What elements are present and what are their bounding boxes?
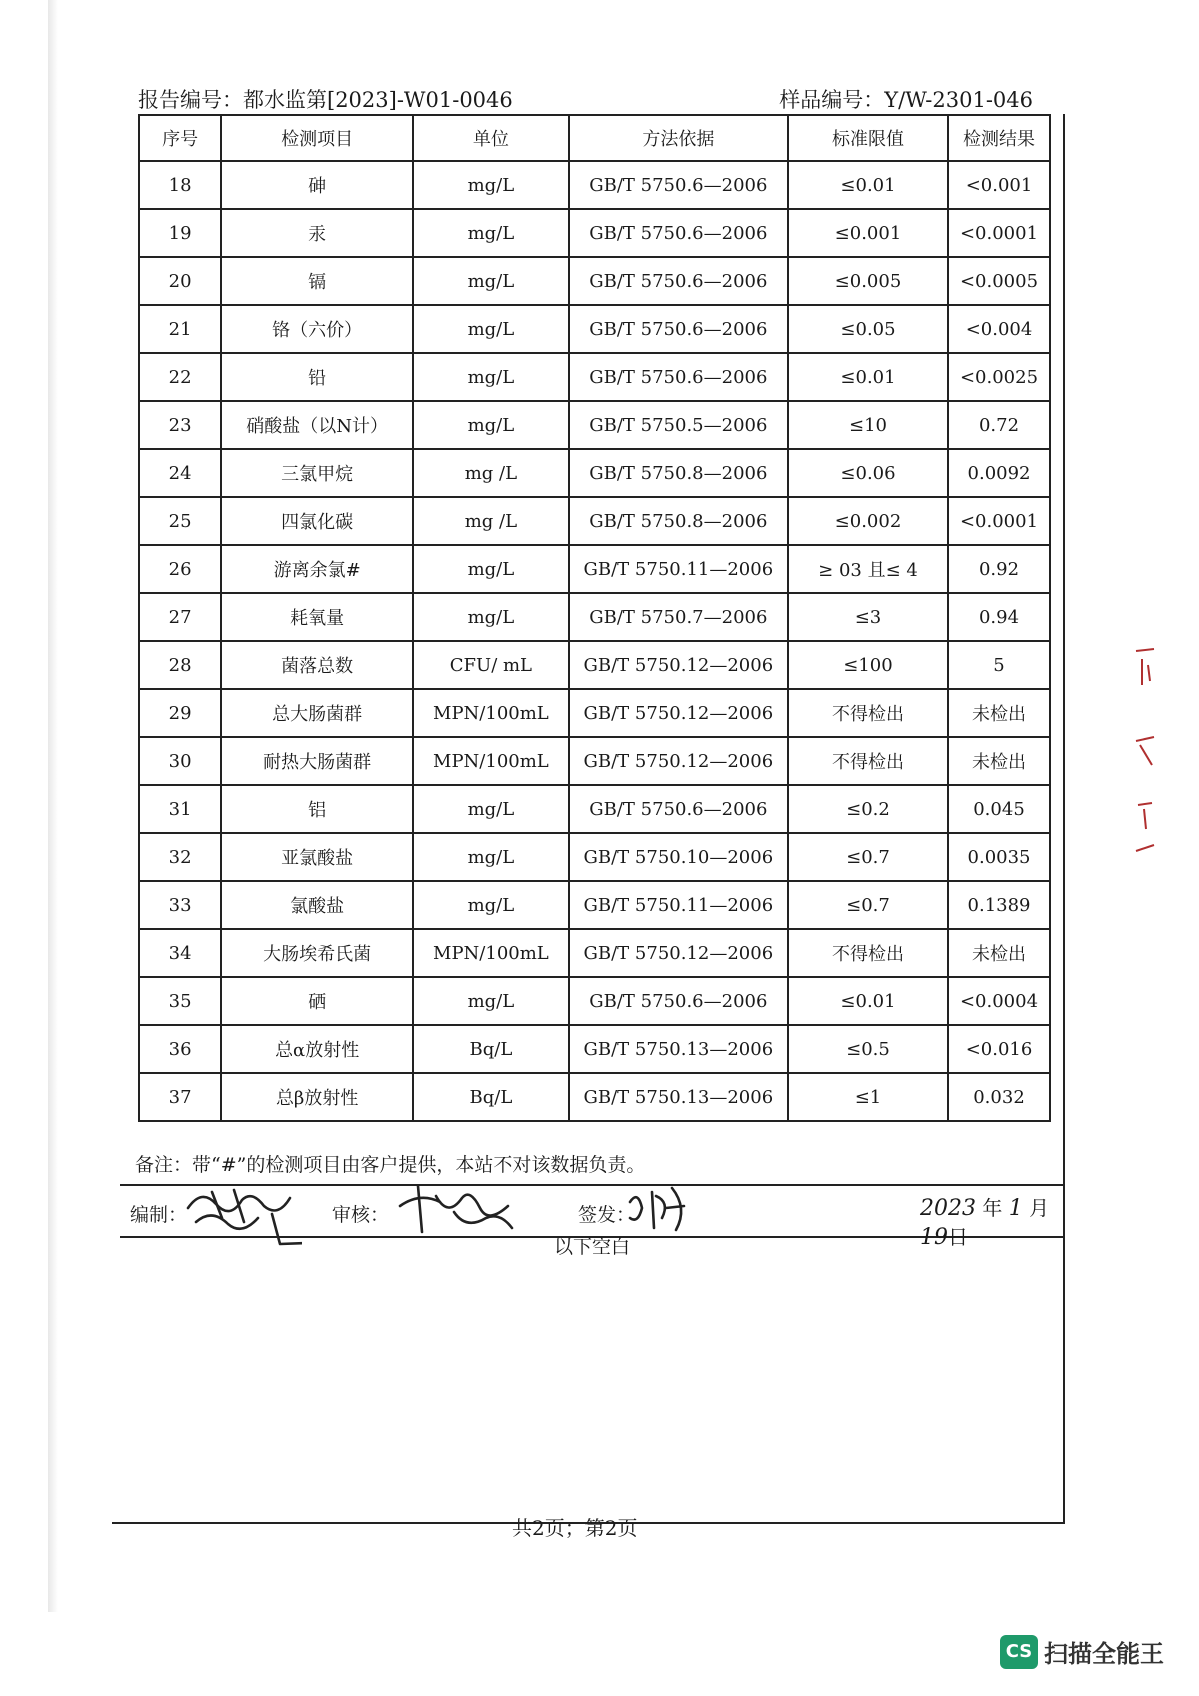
table-cell: 25 bbox=[139, 497, 221, 545]
table-cell: 硝酸盐（以N计） bbox=[221, 401, 413, 449]
table-row bbox=[139, 929, 1050, 977]
table-cell: ≤0.01 bbox=[788, 353, 948, 401]
seal-fragment bbox=[1132, 645, 1162, 865]
table-cell: <0.0001 bbox=[948, 209, 1050, 257]
blank-below-note: 以下空白 bbox=[554, 1236, 631, 1258]
table-row bbox=[139, 305, 1050, 353]
date-month: 1 bbox=[1008, 1196, 1023, 1221]
table-cell: MPN/100mL bbox=[413, 929, 569, 977]
table-cell: GB/T 5750.8—2006 bbox=[569, 497, 788, 545]
date-month-unit: 月 bbox=[1029, 1196, 1050, 1220]
date-day-unit: 日 bbox=[948, 1225, 968, 1249]
results-table bbox=[138, 114, 1051, 1122]
table-cell: 铬（六价） bbox=[221, 305, 413, 353]
column-header: 序号 bbox=[139, 115, 221, 161]
table-cell: 砷 bbox=[221, 161, 413, 209]
table-cell: mg /L bbox=[413, 497, 569, 545]
table-row bbox=[139, 1073, 1050, 1121]
table-cell: 32 bbox=[139, 833, 221, 881]
table-cell: ≤0.002 bbox=[788, 497, 948, 545]
date-year-unit: 年 bbox=[982, 1196, 1003, 1220]
table-cell: GB/T 5750.11—2006 bbox=[569, 881, 788, 929]
table-cell: 23 bbox=[139, 401, 221, 449]
table-cell: <0.0004 bbox=[948, 977, 1050, 1025]
table-cell: 26 bbox=[139, 545, 221, 593]
table-cell: 总β放射性 bbox=[221, 1073, 413, 1121]
table-cell: 22 bbox=[139, 353, 221, 401]
table-cell: 0.045 bbox=[948, 785, 1050, 833]
table-cell: 35 bbox=[139, 977, 221, 1025]
table-cell: ≤0.001 bbox=[788, 209, 948, 257]
table-cell: 0.1389 bbox=[948, 881, 1050, 929]
table-cell: ≤0.01 bbox=[788, 977, 948, 1025]
table-row bbox=[139, 353, 1050, 401]
page-counter: 共2页；第2页 bbox=[512, 1516, 638, 1540]
table-cell: ≤0.5 bbox=[788, 1025, 948, 1073]
table-cell: 0.94 bbox=[948, 593, 1050, 641]
table-row bbox=[139, 641, 1050, 689]
table-row bbox=[139, 161, 1050, 209]
table-cell: mg/L bbox=[413, 209, 569, 257]
scanner-app-name: 扫描全能王 bbox=[1044, 1640, 1164, 1668]
table-cell: 耗氧量 bbox=[221, 593, 413, 641]
table-cell: 不得检出 bbox=[788, 929, 948, 977]
table-cell: 5 bbox=[948, 641, 1050, 689]
table-cell: 0.92 bbox=[948, 545, 1050, 593]
table-cell: mg/L bbox=[413, 161, 569, 209]
table-cell: mg/L bbox=[413, 785, 569, 833]
table-cell: mg/L bbox=[413, 545, 569, 593]
table-row bbox=[139, 977, 1050, 1025]
table-cell: 菌落总数 bbox=[221, 641, 413, 689]
table-row bbox=[139, 545, 1050, 593]
table-cell: ≤0.7 bbox=[788, 833, 948, 881]
table-cell: 硒 bbox=[221, 977, 413, 1025]
table-cell: GB/T 5750.6—2006 bbox=[569, 257, 788, 305]
scanner-watermark bbox=[1000, 1634, 1164, 1669]
table-cell: 游离余氯# bbox=[221, 545, 413, 593]
table-row bbox=[139, 1025, 1050, 1073]
compiled-label: 编制： bbox=[130, 1204, 188, 1226]
table-cell: 36 bbox=[139, 1025, 221, 1073]
table-cell: mg/L bbox=[413, 881, 569, 929]
table-cell: GB/T 5750.6—2006 bbox=[569, 209, 788, 257]
table-cell: GB/T 5750.12—2006 bbox=[569, 641, 788, 689]
table-cell: GB/T 5750.7—2006 bbox=[569, 593, 788, 641]
table-cell: mg/L bbox=[413, 401, 569, 449]
sample-number: 样品编号：Y/W-2301-046 bbox=[779, 88, 1033, 112]
issuer-signature bbox=[622, 1178, 702, 1248]
table-cell: ≤0.7 bbox=[788, 881, 948, 929]
table-row bbox=[139, 257, 1050, 305]
table-cell: MPN/100mL bbox=[413, 689, 569, 737]
table-cell: 不得检出 bbox=[788, 737, 948, 785]
table-cell: 28 bbox=[139, 641, 221, 689]
table-header-row bbox=[139, 115, 1050, 161]
table-cell: 三氯甲烷 bbox=[221, 449, 413, 497]
table-cell: ≤0.05 bbox=[788, 305, 948, 353]
table-cell: 18 bbox=[139, 161, 221, 209]
table-cell: mg/L bbox=[413, 593, 569, 641]
table-row bbox=[139, 401, 1050, 449]
table-cell: 汞 bbox=[221, 209, 413, 257]
table-row bbox=[139, 689, 1050, 737]
table-cell: GB/T 5750.13—2006 bbox=[569, 1025, 788, 1073]
table-cell: ≤100 bbox=[788, 641, 948, 689]
table-cell: 未检出 bbox=[948, 929, 1050, 977]
sign-date bbox=[920, 1192, 1063, 1250]
table-cell: GB/T 5750.6—2006 bbox=[569, 977, 788, 1025]
table-cell: 镉 bbox=[221, 257, 413, 305]
date-year: 2023 bbox=[920, 1196, 976, 1221]
table-cell: mg/L bbox=[413, 257, 569, 305]
table-cell: GB/T 5750.13—2006 bbox=[569, 1073, 788, 1121]
table-row bbox=[139, 497, 1050, 545]
column-header: 标准限值 bbox=[788, 115, 948, 161]
table-cell: GB/T 5750.12—2006 bbox=[569, 929, 788, 977]
table-cell: mg/L bbox=[413, 977, 569, 1025]
table-cell: GB/T 5750.6—2006 bbox=[569, 353, 788, 401]
table-cell: ≤0.2 bbox=[788, 785, 948, 833]
table-cell: 四氯化碳 bbox=[221, 497, 413, 545]
table-cell: 铝 bbox=[221, 785, 413, 833]
table-cell: ≤3 bbox=[788, 593, 948, 641]
table-cell: 总大肠菌群 bbox=[221, 689, 413, 737]
table-cell: <0.004 bbox=[948, 305, 1050, 353]
table-cell: GB/T 5750.11—2006 bbox=[569, 545, 788, 593]
table-row bbox=[139, 833, 1050, 881]
table-cell: 24 bbox=[139, 449, 221, 497]
table-cell: 0.032 bbox=[948, 1073, 1050, 1121]
table-cell: Bq/L bbox=[413, 1025, 569, 1073]
table-cell: <0.0005 bbox=[948, 257, 1050, 305]
table-cell: 20 bbox=[139, 257, 221, 305]
column-header: 检测结果 bbox=[948, 115, 1050, 161]
column-header: 检测项目 bbox=[221, 115, 413, 161]
table-cell: 耐热大肠菌群 bbox=[221, 737, 413, 785]
table-cell: ≤1 bbox=[788, 1073, 948, 1121]
table-cell: ≤0.005 bbox=[788, 257, 948, 305]
table-cell: GB/T 5750.8—2006 bbox=[569, 449, 788, 497]
table-cell: ≥ 03 且≤ 4 bbox=[788, 545, 948, 593]
table-cell: Bq/L bbox=[413, 1073, 569, 1121]
table-cell: 大肠埃希氏菌 bbox=[221, 929, 413, 977]
table-row bbox=[139, 593, 1050, 641]
table-row bbox=[139, 449, 1050, 497]
table-cell: 未检出 bbox=[948, 737, 1050, 785]
table-cell: 总α放射性 bbox=[221, 1025, 413, 1073]
date-day: 19 bbox=[920, 1225, 948, 1250]
cs-logo: CS bbox=[1000, 1635, 1038, 1669]
table-cell: mg /L bbox=[413, 449, 569, 497]
table-cell: 亚氯酸盐 bbox=[221, 833, 413, 881]
table-cell: ≤10 bbox=[788, 401, 948, 449]
column-header: 方法依据 bbox=[569, 115, 788, 161]
remark-note: 备注：带“#”的检测项目由客户提供，本站不对该数据负责。 bbox=[135, 1154, 646, 1176]
table-cell: GB/T 5750.5—2006 bbox=[569, 401, 788, 449]
table-row bbox=[139, 785, 1050, 833]
table-cell: GB/T 5750.6—2006 bbox=[569, 161, 788, 209]
report-number: 报告编号：都水监第[2023]-W01-0046 bbox=[138, 88, 513, 112]
table-cell: GB/T 5750.12—2006 bbox=[569, 689, 788, 737]
table-cell: 铅 bbox=[221, 353, 413, 401]
table-row bbox=[139, 881, 1050, 929]
table-cell: MPN/100mL bbox=[413, 737, 569, 785]
table-cell: 30 bbox=[139, 737, 221, 785]
table-cell: 0.72 bbox=[948, 401, 1050, 449]
table-cell: 27 bbox=[139, 593, 221, 641]
report-header bbox=[138, 84, 1033, 114]
table-cell: 不得检出 bbox=[788, 689, 948, 737]
table-cell: 21 bbox=[139, 305, 221, 353]
table-cell: GB/T 5750.6—2006 bbox=[569, 785, 788, 833]
table-cell: CFU/ mL bbox=[413, 641, 569, 689]
table-row bbox=[139, 737, 1050, 785]
table-cell: 33 bbox=[139, 881, 221, 929]
issued-label: 签发： bbox=[578, 1204, 636, 1226]
table-cell: mg/L bbox=[413, 353, 569, 401]
table-cell: ≤0.01 bbox=[788, 161, 948, 209]
reviewed-label: 审核： bbox=[332, 1204, 390, 1226]
table-cell: 0.0092 bbox=[948, 449, 1050, 497]
table-cell: 氯酸盐 bbox=[221, 881, 413, 929]
table-cell: 29 bbox=[139, 689, 221, 737]
compiler-signature bbox=[182, 1178, 302, 1248]
column-header: 单位 bbox=[413, 115, 569, 161]
table-cell: 34 bbox=[139, 929, 221, 977]
table-cell: GB/T 5750.6—2006 bbox=[569, 305, 788, 353]
table-cell: 31 bbox=[139, 785, 221, 833]
table-cell: GB/T 5750.12—2006 bbox=[569, 737, 788, 785]
table-cell: <0.016 bbox=[948, 1025, 1050, 1073]
table-cell: <0.001 bbox=[948, 161, 1050, 209]
table-cell: 37 bbox=[139, 1073, 221, 1121]
scan-edge-shadow bbox=[48, 0, 58, 1612]
table-cell: <0.0025 bbox=[948, 353, 1050, 401]
table-cell: 0.0035 bbox=[948, 833, 1050, 881]
table-cell: GB/T 5750.10—2006 bbox=[569, 833, 788, 881]
table-cell: <0.0001 bbox=[948, 497, 1050, 545]
table-cell: 未检出 bbox=[948, 689, 1050, 737]
table-row bbox=[139, 209, 1050, 257]
table-cell: mg/L bbox=[413, 305, 569, 353]
reviewer-signature bbox=[396, 1178, 516, 1248]
table-cell: 19 bbox=[139, 209, 221, 257]
table-cell: mg/L bbox=[413, 833, 569, 881]
table-cell: ≤0.06 bbox=[788, 449, 948, 497]
